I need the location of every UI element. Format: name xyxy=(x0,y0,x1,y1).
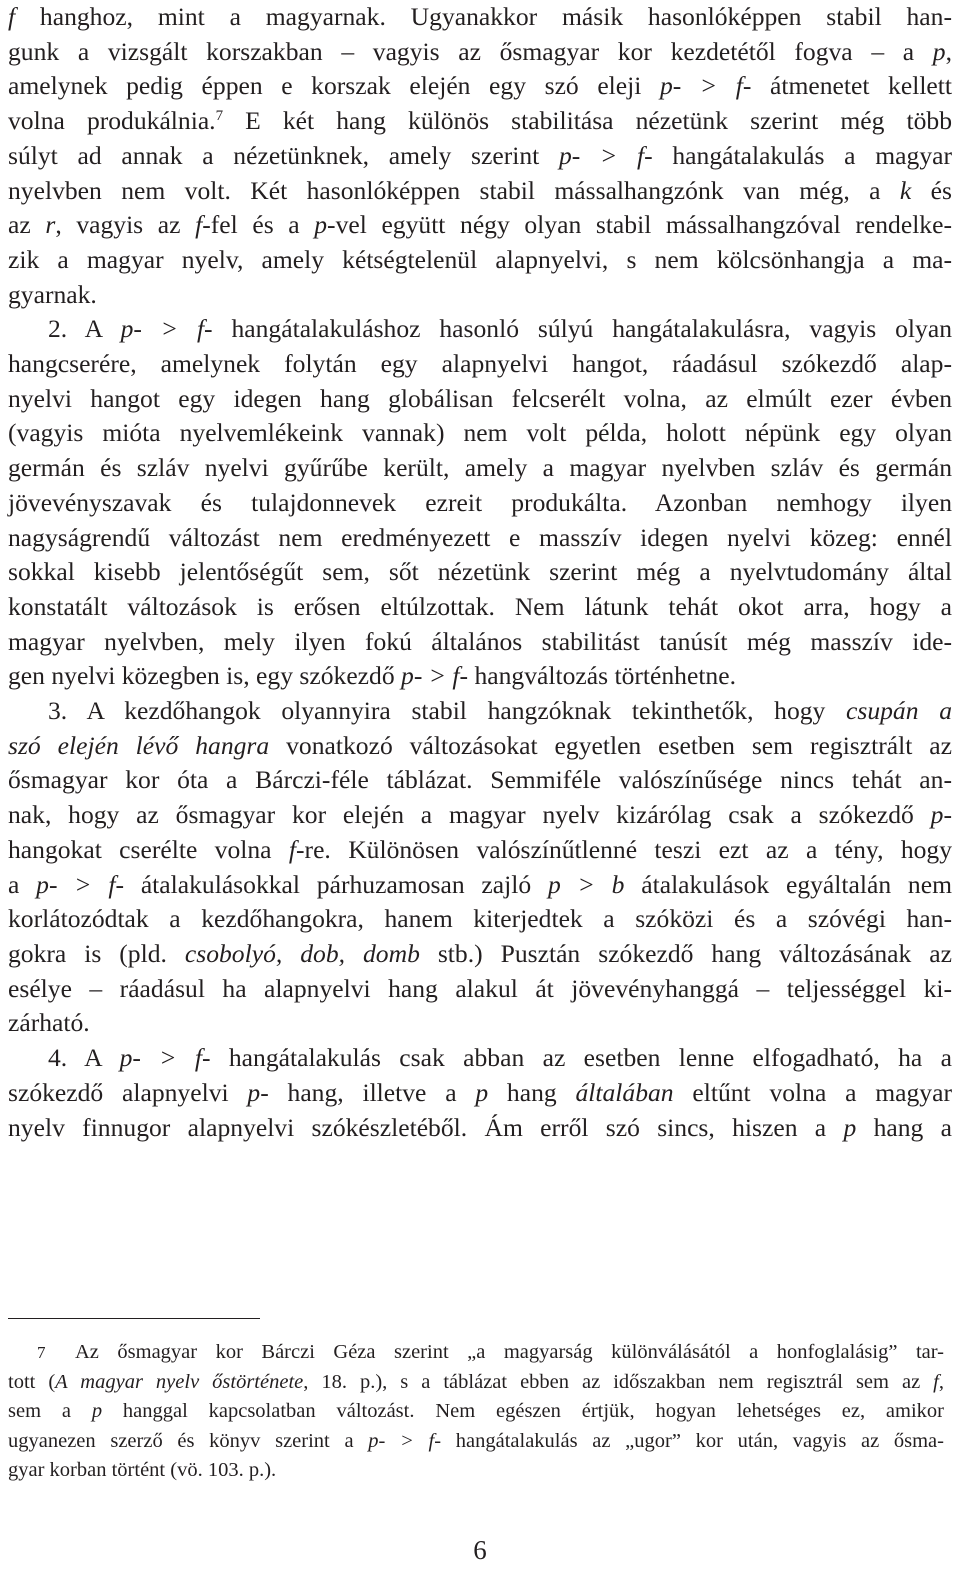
footnote-block xyxy=(8,1338,944,1486)
text-line: hangokat cserélte volna f-re. Különösen valószínűtlenné teszi ezt az a tény, hogy xyxy=(8,834,953,864)
text-line: gyarnak. xyxy=(8,279,97,309)
footnote-line: gyar korban történt (vö. 103. p.). xyxy=(8,1459,277,1481)
text-line: germán és szláv nyelvi gyűrűbe került, amely a magyar nyelvben szláv és germán xyxy=(8,453,952,483)
footnote-number: 7 xyxy=(37,1343,46,1362)
paragraph-2 xyxy=(8,312,952,347)
footnote-line: ugyanezen szerző és könyv szerint a p- > f- hangátalakulás az „ugor” kor után, vagyis az ősma- xyxy=(8,1429,944,1452)
text-line: ősmagyar kor óta a Bárczi-féle táblázat. Semmiféle valószínűsége nincs tehát an- xyxy=(8,765,952,795)
text-line: (vagyis mióta nyelvemlékeink vannak) nem volt példa, holott népünk egy olyan xyxy=(8,418,952,448)
text-line: gokra is (pld. csobolyó, dob, domb stb.) Pusztán szókezdő hang változásának az xyxy=(8,938,952,968)
text-line: zárható. xyxy=(8,1008,90,1038)
text-line: nagyságrendű változást nem eredményezett e masszív idegen nyelvi közeg: ennél xyxy=(8,522,952,552)
main-text xyxy=(8,0,952,1145)
text-line: az r, vagyis az f-fel és a p-vel együtt négy olyan stabil mássalhangzóval rendelke- xyxy=(8,210,952,240)
text-line: konstatált változások is erősen eltúlzottak. Nem látunk tehát okot arra, hogy a xyxy=(8,591,952,621)
text-line: magyar nyelvben, mely ilyen fokú általános stabilitást tanúsít még masszív ide- xyxy=(8,626,952,656)
text-line: korlátozódtak a kezdőhangokra, hanem kiterjedtek a szóközi és a szóvégi han- xyxy=(8,904,952,934)
text-line: szókezdő alapnyelvi p- hang, illetve a p hang általában eltűnt volna a magyar xyxy=(8,1077,952,1107)
text-line: nyelv finnugor alapnyelvi szókészletéből. Ám erről szó sincs, hiszen a p hang a xyxy=(8,1112,952,1142)
paragraph-3 xyxy=(8,694,952,729)
text-line: szó elején lévő hangra vonatkozó változásokat egyetlen esetben sem regisztrált az xyxy=(8,730,952,760)
text-line: sokkal kisebb jelentőségűt sem, sőt nézetünk szerint még a nyelvtudomány által xyxy=(8,557,952,587)
text-line: 4. A p- > f- hangátalakulás csak abban az esetben lenne elfogadható, ha a xyxy=(48,1043,952,1073)
text-line: 2. A p- > f- hangátalakuláshoz hasonló súlyú hangátalakulásra, vagyis olyan xyxy=(48,314,952,344)
text-line: súlyt ad annak a nézetünknek, amely szerint p- > f- hangátalakulás a magyar xyxy=(8,140,953,170)
footnote-line: Az ősmagyar kor Bárczi Géza szerint „a magyarság különválásától a honfoglalásig” tar- xyxy=(75,1341,944,1363)
text-line: nak, hogy az ősmagyar kor elején a magyar nyelv kizárólag csak a szókezdő p- xyxy=(8,800,952,830)
text-line: 3. A kezdőhangok olyannyira stabil hangzóknak tekinthetők, hogy csupán a xyxy=(48,696,952,726)
text-line: gen nyelvi közegben is, egy szókezdő p- > f- hangváltozás történhetne. xyxy=(8,661,736,691)
paragraph-4-cont xyxy=(8,1076,952,1145)
text-line: volna produkálnia.$^7$ E két hang különös stabilitása nézetünk szerint még több xyxy=(8,106,953,136)
text-line: hangcserére, amelynek folytán egy alapnyelvi hangot, ráadásul szókezdő alap- xyxy=(8,349,952,379)
text-line: f hanghoz, mint a magyarnak. Ugyanakkor másik hasonlóképpen stabil han- xyxy=(8,2,952,31)
footnote-separator xyxy=(8,1318,260,1319)
footnote-reference: 7 xyxy=(215,108,224,125)
paragraph-2-cont xyxy=(8,347,952,694)
text-line: amelynek pedig éppen e korszak elején egy szó eleji p- > f- átmenetet kellett xyxy=(8,71,953,101)
text-line: gunk a vizsgált korszakban – vagyis az ősmagyar kor kezdetétől fogva – a p, xyxy=(8,36,952,66)
footnote-line: tott (A magyar nyelv őstörténete, 18. p.), s a táblázat ebben az időszakban nem regisztrál sem az f, xyxy=(8,1370,944,1393)
text-line: esélye – ráadásul ha alapnyelvi hang alakul át jövevényhanggá – teljességgel ki- xyxy=(8,973,952,1003)
footnote-line: sem a p hanggal kapcsolatban változást. Nem egészen értjük, hogyan lehetséges ez, amikor xyxy=(8,1400,944,1422)
paragraph-4 xyxy=(8,1041,952,1076)
paragraph-1 xyxy=(8,0,952,312)
page-body xyxy=(8,0,952,1145)
footnote-text xyxy=(8,1338,944,1486)
paragraph-3-cont xyxy=(8,729,952,1041)
text-line: zik a magyar nyelv, amely kétségtelenül alapnyelvi, s nem kölcsönhangja a ma- xyxy=(8,244,952,274)
text-line: jövevényszavak és tulajdonnevek ezreit produkálta. Azonban nemhogy ilyen xyxy=(8,487,952,517)
page-number: 6 xyxy=(473,1535,487,1565)
text-line: nyelvi hangot egy idegen hang globálisan felcserélt volna, az elmúlt ezer évben xyxy=(8,383,952,413)
text-line: nyelvben nem volt. Két hasonlóképpen stabil mássalhangzónk van még, a k és xyxy=(8,175,952,205)
text-line: a p- > f- átalakulásokkal párhuzamosan zajló p > b átalakulások egyáltalán nem xyxy=(8,869,952,899)
